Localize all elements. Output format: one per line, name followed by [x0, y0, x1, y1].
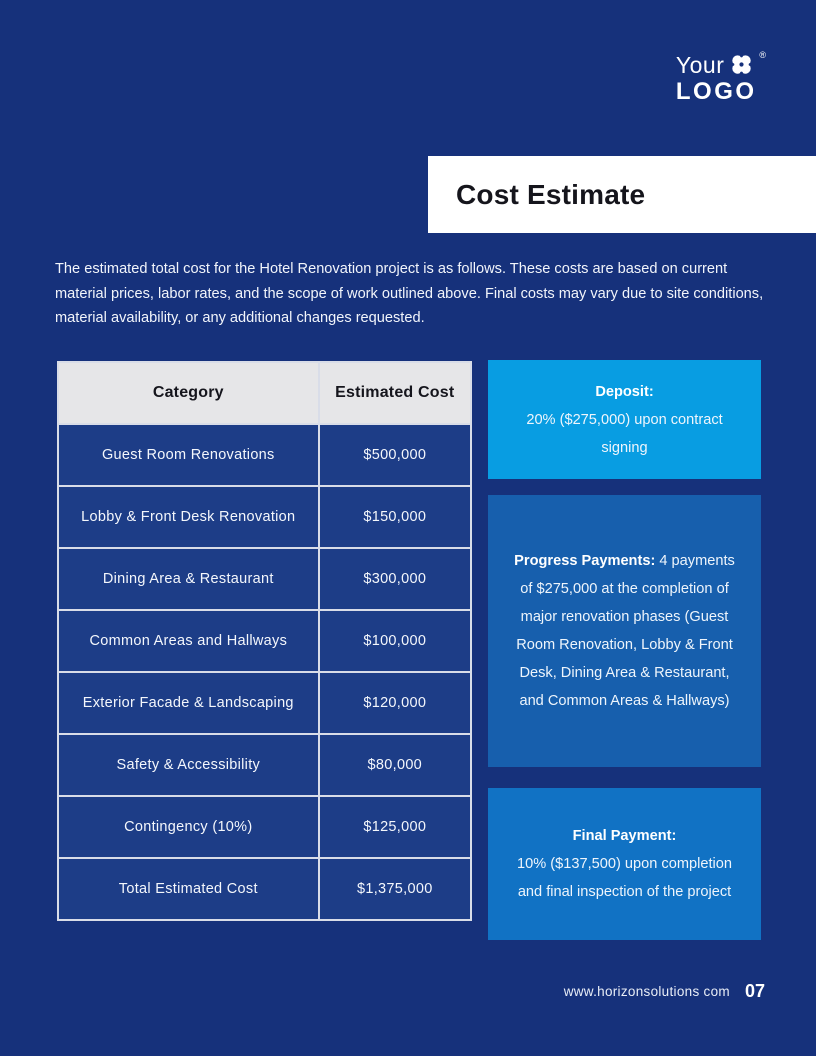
final-payment-text: 10% ($137,500) upon completion and final inspection of the project	[516, 856, 732, 900]
page-footer	[564, 981, 765, 1002]
payment-panels	[488, 360, 761, 940]
table-cell-cost: $300,000	[319, 548, 471, 610]
logo	[676, 52, 766, 104]
table-row	[58, 734, 471, 796]
table-cell-category: Lobby & Front Desk Renovation	[58, 486, 319, 548]
table-row	[58, 610, 471, 672]
progress-payments-panel	[488, 495, 761, 767]
table-cell-category: Safety & Accessibility	[58, 734, 319, 796]
clover-icon	[731, 54, 752, 75]
table-cell-cost: $100,000	[319, 610, 471, 672]
table-cell-category: Common Areas and Hallways	[58, 610, 319, 672]
column-header-category: Category	[58, 362, 319, 424]
intro-paragraph: The estimated total cost for the Hotel Renovation project is as follows. These costs are based on current material prices, labor rates, and the scope of work outlined above. Final costs may vary due to site conditions, material availability, or any additional changes requested.	[55, 261, 764, 327]
table-header-row	[58, 362, 471, 424]
table-row	[58, 548, 471, 610]
deposit-panel	[488, 360, 761, 479]
table-row	[58, 424, 471, 486]
progress-payments-text: 4 payments of $275,000 at the completion of major renovation phases (Guest Room Renovation, Lobby & Front Desk, Dining Area & Restaurant, and Common Areas & Hallways)	[516, 553, 735, 709]
table-row	[58, 486, 471, 548]
table-cell-category: Exterior Facade & Landscaping	[58, 672, 319, 734]
logo-text-logo: LOGO	[675, 78, 757, 105]
final-payment-title: Final Payment:	[572, 828, 677, 844]
table-row	[58, 796, 471, 858]
progress-payments-title: Progress Payments:	[514, 553, 660, 569]
page-title: Cost Estimate	[456, 178, 646, 210]
table-cell-cost: $120,000	[319, 672, 471, 734]
table-cell-category: Contingency (10%)	[58, 796, 319, 858]
deposit-text: 20% ($275,000) upon contract signing	[526, 411, 723, 456]
final-payment-panel	[488, 788, 761, 940]
logo-text-your: Your	[675, 52, 725, 78]
table-cell-category: Total Estimated Cost	[58, 858, 319, 920]
table-cell-category: Dining Area & Restaurant	[58, 548, 319, 610]
table-cell-cost: $80,000	[319, 734, 471, 796]
table-row-total	[58, 858, 471, 920]
table-cell-cost: $500,000	[319, 424, 471, 486]
table-cell-cost: $1,375,000	[319, 858, 471, 920]
deposit-title: Deposit:	[595, 383, 654, 400]
table-cell-cost: $125,000	[319, 796, 471, 858]
table-cell-category: Guest Room Renovations	[58, 424, 319, 486]
column-header-estimated-cost: Estimated Cost	[319, 362, 471, 424]
footer-website: www.horizonsolutions com	[563, 984, 730, 999]
footer-page-number: 07	[744, 981, 765, 1001]
cost-estimate-table	[57, 361, 472, 921]
registered-mark: ®	[759, 50, 766, 60]
table-row	[58, 672, 471, 734]
title-banner	[428, 156, 816, 233]
table-cell-cost: $150,000	[319, 486, 471, 548]
